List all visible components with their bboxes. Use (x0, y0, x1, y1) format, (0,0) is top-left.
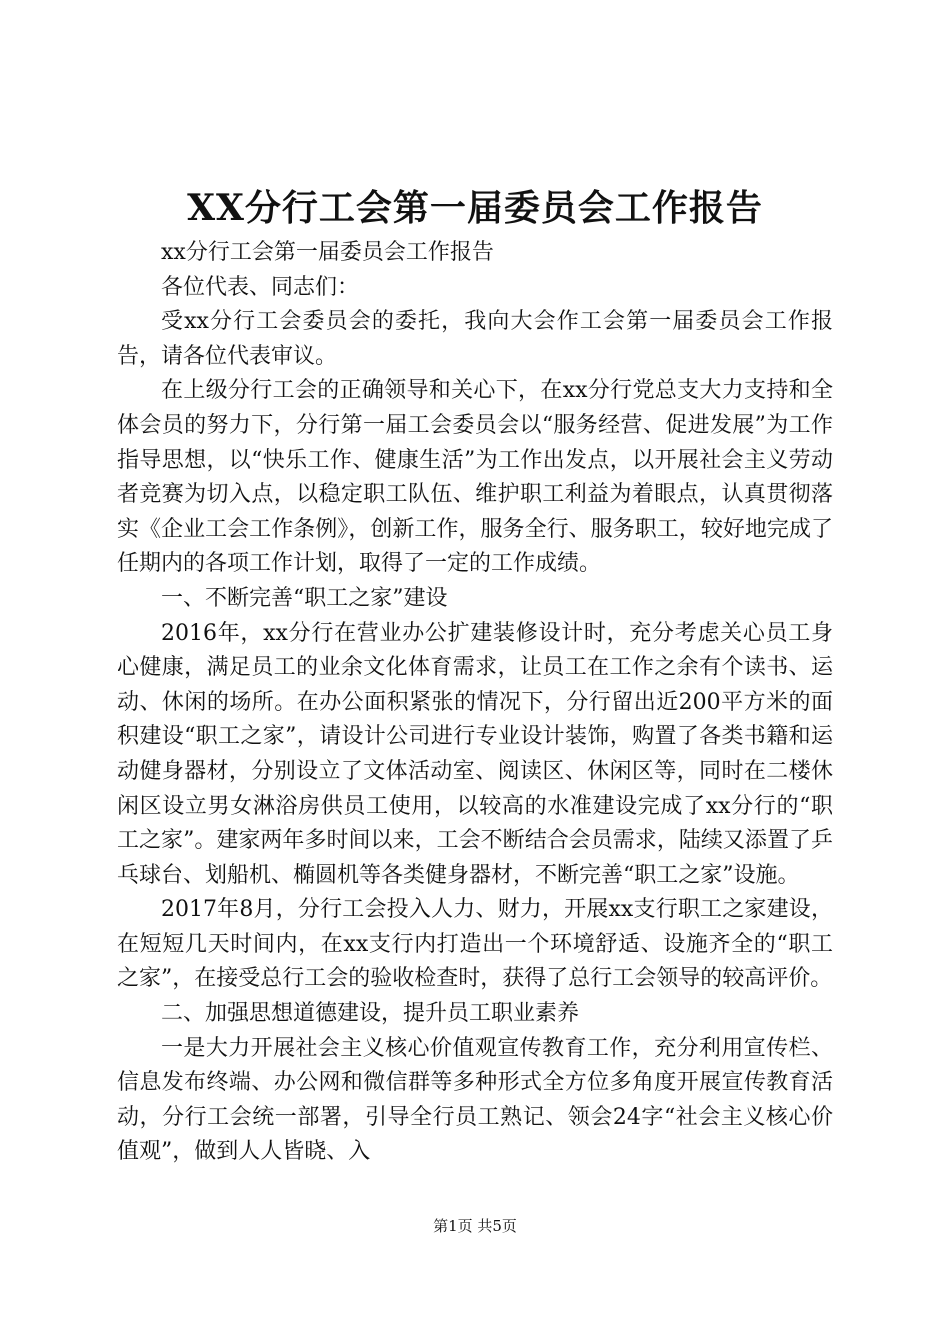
body-paragraph: 一是大力开展社会主义核心价值观宣传教育工作，充分利用宣传栏、信息发布终端、办公网和微信群等多种形式全方位多角度开展宣传教育活动，分行工会统一部署，引导全行员工熟记、领会24字“社会主义核心价值观”，做到人人皆晓、入 (117, 1035, 833, 1165)
document-title: XX分行工会第一届委员会工作报告 (187, 187, 763, 229)
body-paragraph: 2017年8月，分行工会投入人力、财力，开展xx支行职工之家建设，在短短几天时间内，在xx支行内打造出一个环境舒适、设施齐全的“职工之家”，在接受总行工会的验收检查时，获得了总行工会领导的较高评价。 (117, 897, 833, 992)
page-number-footer: 第1页 共5页 (433, 1217, 517, 1235)
salutation-paragraph: 各位代表、同志们： (161, 274, 360, 300)
subtitle-paragraph: xx分行工会第一届委员会工作报告 (161, 240, 494, 265)
body-paragraph: 在上级分行工会的正确领导和关心下，在xx分行党总支大力支持和全体会员的努力下，分行第一届工会委员会以“服务经营、促进发展”为工作指导思想，以“快乐工作、健康生活”为工作出发点，以开展社会主义劳动者竞赛为切入点，以稳定职工队伍、维护职工利益为着眼点，认真贯彻落实《企业工会工作条例》，创新工作，服务全行、服务职工，较好地完成了任期内的各项工作计划，取得了一定的工作成绩。 (117, 378, 833, 577)
body-paragraph: 2016年，xx分行在营业办公扩建装修设计时，充分考虑关心员工身心健康，满足员工的业余文化体育需求，让员工在工作之余有个读书、运动、休闲的场所。在办公面积紧张的情况下，分行留出近200平方米的面积建设“职工之家”，请设计公司进行专业设计装饰，购置了各类书籍和运动健身器材，分别设立了文体活动室、阅读区、休闲区等，同时在二楼休闲区设立男女淋浴房供员工使用，以较高的水准建设完成了xx分行的“职工之家”。建家两年多时间以来，工会不断结合会员需求，陆续又添置了乒乓球台、划船机、椭圆机等各类健身器材，不断完善“职工之家”设施。 (117, 620, 833, 888)
section-heading: 二、加强思想道德建设，提升员工职业素养 (161, 1001, 580, 1027)
section-heading: 一、不断完善“职工之家”建设 (161, 585, 448, 611)
document-body (117, 236, 833, 1170)
intro-paragraph: 受xx分行工会委员会的委托，我向大会作工会第一届委员会工作报告，请各位代表审议。 (117, 309, 833, 369)
